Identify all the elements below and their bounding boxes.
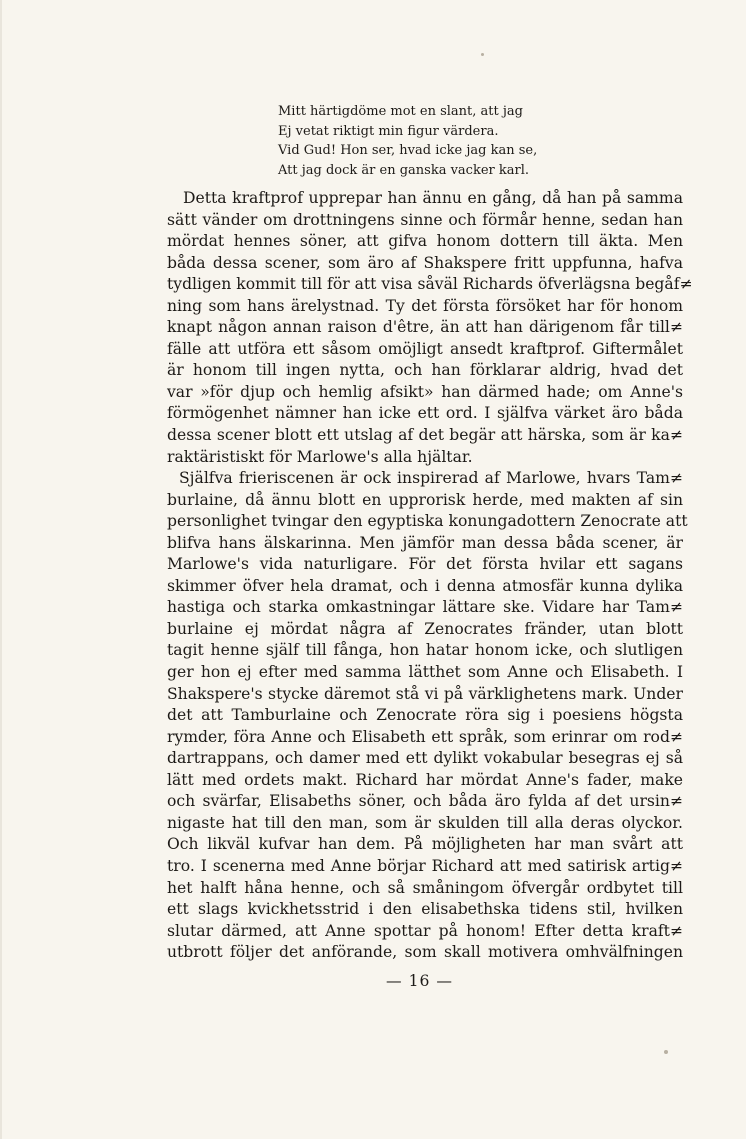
- text-line: Shakspere's stycke däremot stå vi på värklighetens mark. Under: [167, 684, 683, 703]
- text-line: rymder, föra Anne och Elisabeth ett språk, som erinrar om rod≠: [167, 727, 683, 746]
- text-line: Och likväl kufvar han dem. På möjligheten har man svårt att: [167, 835, 683, 854]
- verse-line: Ej vetat riktigt min figur värdera.: [278, 123, 499, 139]
- text-line: hastiga och starka omkastningar lättare ske. Vidare har Tam≠: [167, 598, 683, 617]
- paper-speck: [481, 53, 484, 56]
- text-line: blifva hans älskarinna. Men jämför man dessa båda scener, är: [167, 533, 683, 552]
- verse-quotation: [278, 102, 598, 180]
- verse-line: Mitt härtigdöme mot en slant, att jag: [278, 104, 523, 119]
- text-line: det att Tamburlaine och Zenocrate röra sig i poesiens högsta: [167, 706, 683, 725]
- text-line: knapt någon annan raison d'être, än att han därigenom får till≠: [167, 318, 683, 337]
- text-line: förmögenhet nämner han icke ett ord. I själfva värket äro båda: [167, 404, 683, 423]
- text-line: båda dessa scener, som äro af Shakspere fritt uppfunna, hafva: [167, 253, 683, 272]
- text-line: mördat hennes söner, att gifva honom dottern till äkta. Men: [167, 232, 683, 251]
- text-line: tydligen kommit till för att visa såväl Richards öfverlägsna begåf≠: [167, 275, 693, 294]
- text-line: är honom till ingen nytta, och han förklarar aldrig, hvad det: [167, 361, 683, 380]
- text-line: ger hon ej efter med samma lätthet som Anne och Elisabeth. I: [167, 663, 683, 682]
- text-line: het halft håna henne, och så småningom öfvergår ordbytet till: [167, 878, 683, 897]
- text-line: personlighet tvingar den egyptiska konungadottern Zenocrate att: [167, 512, 688, 531]
- text-line: Marlowe's vida naturligare. För det första hvilar ett sagans: [167, 555, 683, 574]
- text-line: fälle att utföra ett såsom omöjligt ansedt kraftprof. Giftermålet: [167, 339, 683, 358]
- paper-speck: [664, 1050, 668, 1054]
- verse-line: Att jag dock är en ganska vacker karl.: [278, 162, 530, 178]
- text-line: raktäristiskt för Marlowe's alla hjältar.: [167, 447, 473, 466]
- text-line: Detta kraftprof upprepar han ännu en gång, då han på samma: [183, 189, 683, 207]
- text-line: dartrappans, och damer med ett dylikt vokabular besegras ej så: [167, 749, 683, 768]
- text-line: lätt med ordets makt. Richard har mördat Anne's fader, make: [167, 770, 683, 789]
- text-line: Själfva frieriscenen är ock inspirerad af Marlowe, hvars Tam≠: [179, 469, 683, 488]
- text-line: ett slags kvickhetsstrid i den elisabethska tidens stil, hvilken: [167, 900, 683, 919]
- text-line: dessa scener blott ett utslag af det begär att härska, som är ka≠: [167, 426, 683, 445]
- text-line: sätt vänder om drottningens sinne och förmår henne, sedan han: [167, 210, 683, 229]
- text-line: nigaste hat till den man, som är skulden till alla deras olyckor.: [167, 813, 683, 832]
- text-line: tagit henne själf till fånga, hon hatar honom icke, och slutligen: [167, 641, 683, 660]
- text-line: var »för djup och hemlig afsikt» han därmed hade; om Anne's: [167, 382, 683, 401]
- body-text: [167, 188, 693, 964]
- text-line: tro. I scenerna med Anne börjar Richard att med satirisk artig≠: [167, 856, 683, 875]
- text-line: och svärfar, Elisabeths söner, och båda äro fylda af det ursin≠: [167, 792, 683, 811]
- text-line: slutar därmed, att Anne spottar på honom! Efter detta kraft≠: [167, 921, 683, 940]
- text-line: burlaine, då ännu blott en upprorisk herde, med makten af sin: [167, 490, 683, 509]
- text-line: skimmer öfver hela dramat, och i denna atmosfär kunna dylika: [167, 576, 683, 595]
- page-number: — 16 —: [386, 972, 453, 990]
- text-line: burlaine ej mördat några af Zenocrates fränder, utan blott: [167, 619, 683, 638]
- text-line: ning som hans ärelystnad. Ty det första försöket har för honom: [167, 296, 683, 315]
- verse-line: Vid Gud! Hon ser, hvad icke jag kan se,: [278, 143, 538, 159]
- text-line: utbrott följer det anförande, som skall motivera omhvälfningen: [167, 943, 683, 962]
